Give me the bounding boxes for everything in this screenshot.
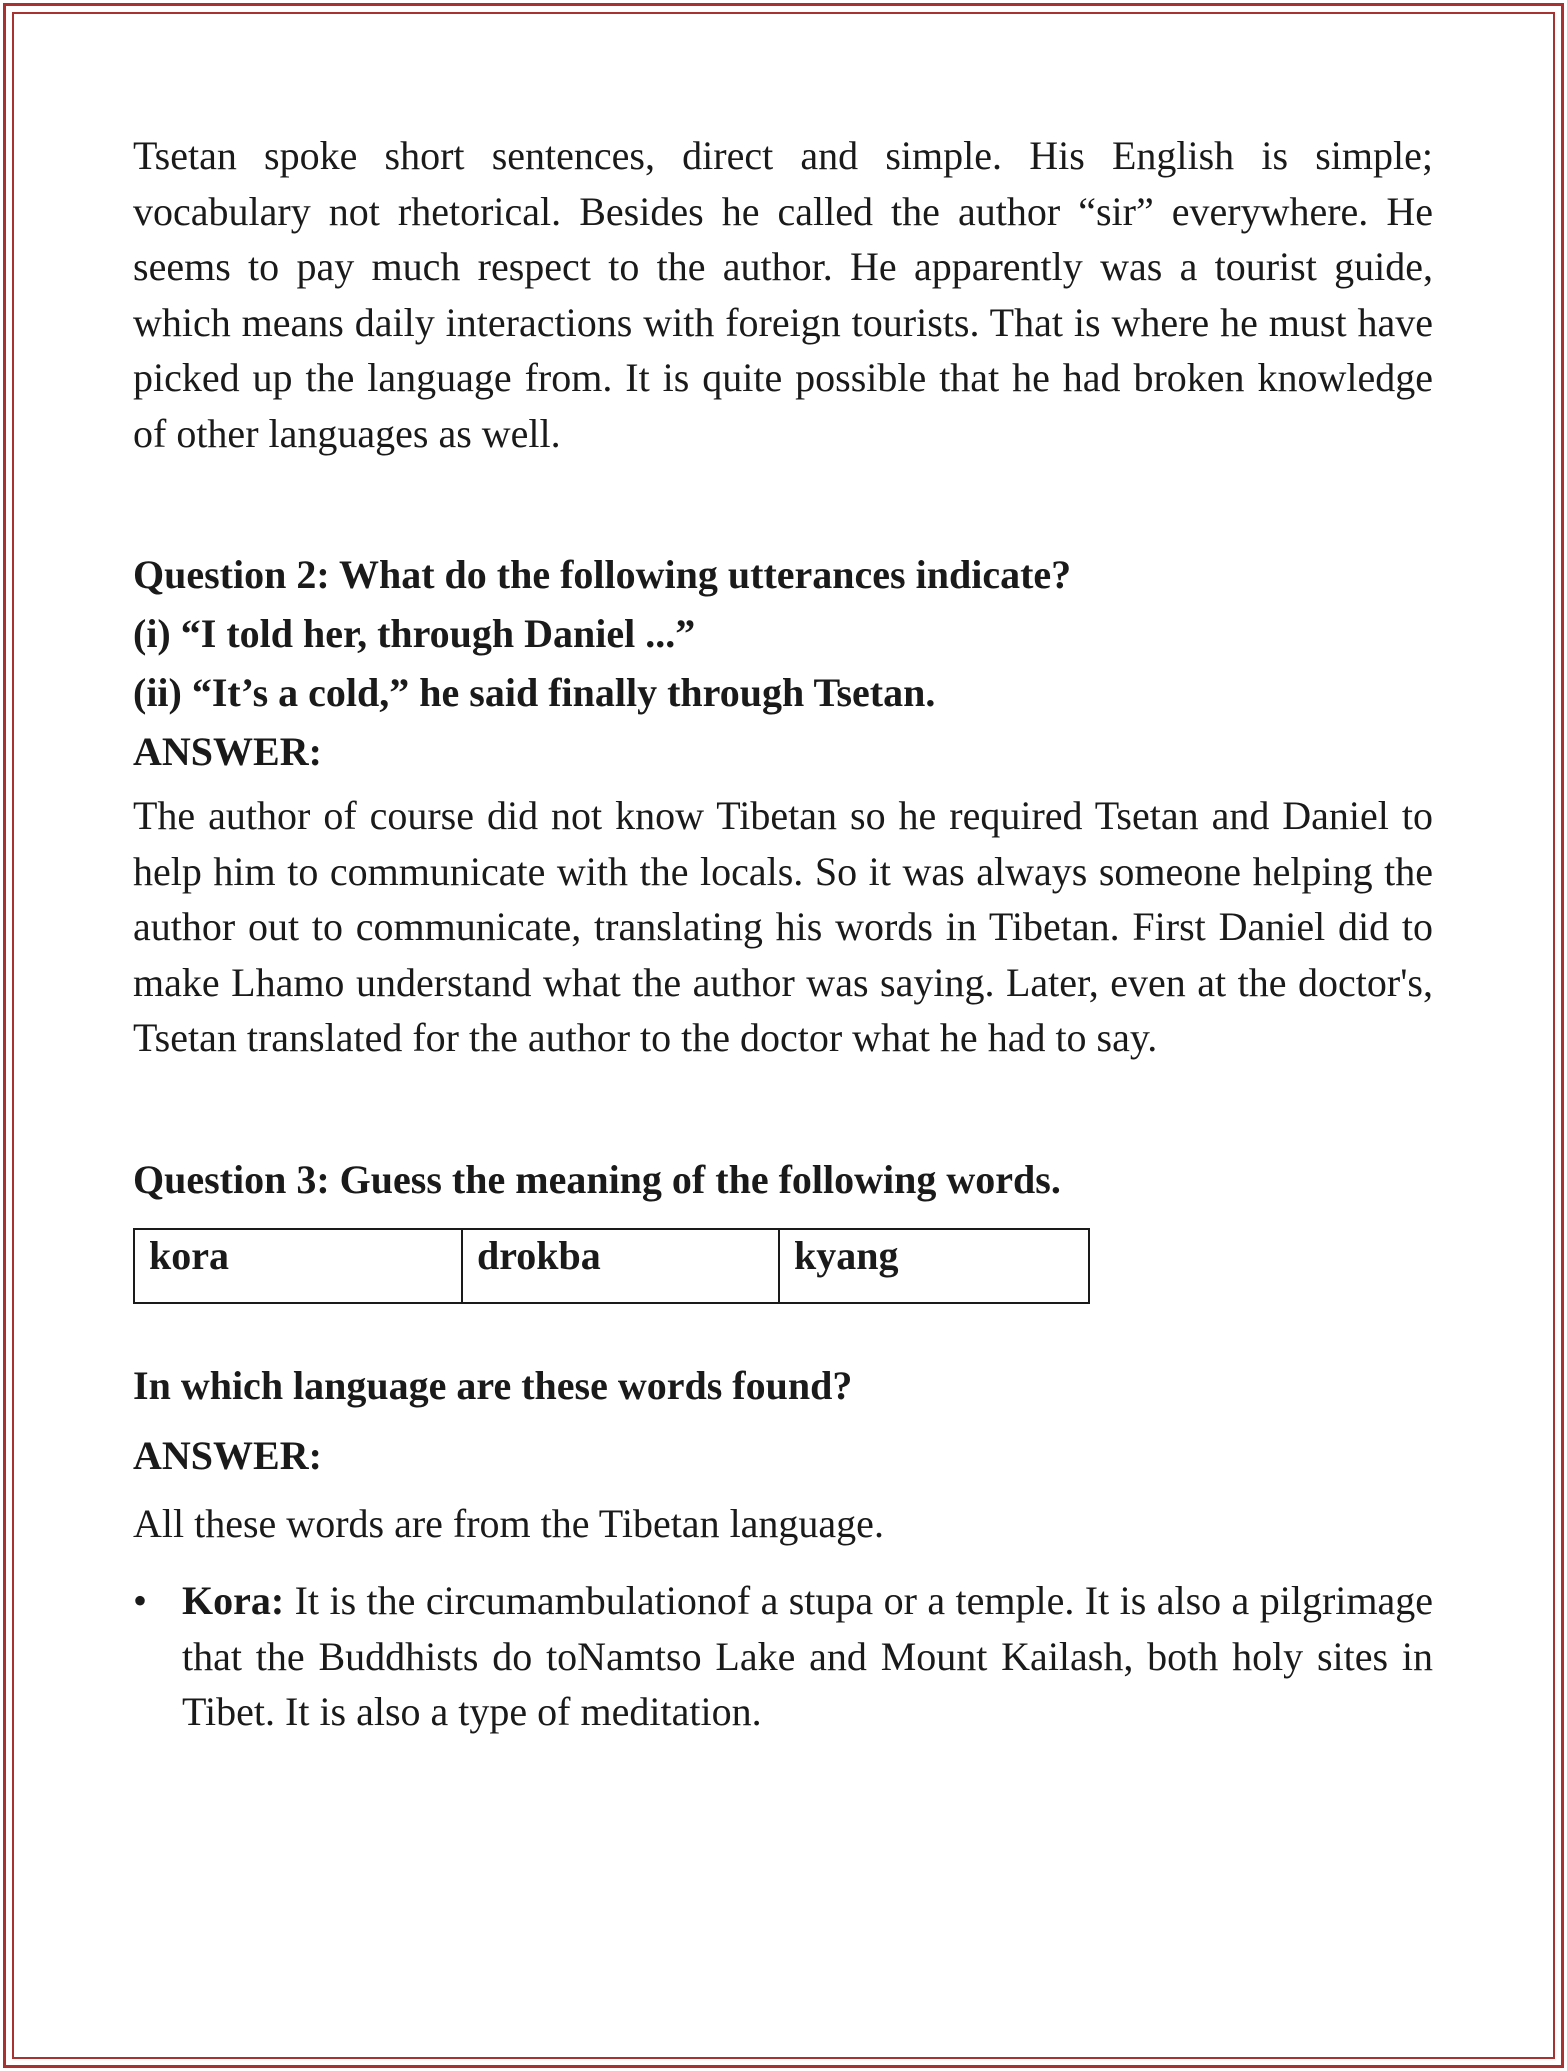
bullet-definition: It is the circumambulationof a stupa or a temple. It is also a pilgrimage that the Buddhists do toNamtso Lake and Mount Kailash, both holy sites in Tibet. It is also a type of meditation. bbox=[182, 1578, 1433, 1734]
word-cell-kora: kora bbox=[134, 1229, 462, 1303]
page-content bbox=[133, 128, 1433, 1740]
words-table bbox=[133, 1228, 1090, 1304]
table-row bbox=[134, 1229, 1089, 1303]
bullet-text bbox=[182, 1573, 1433, 1740]
question-3-subquestion: In which language are these words found? bbox=[133, 1362, 853, 1408]
word-cell-kyang: kyang bbox=[779, 1229, 1089, 1303]
question-2-answer-label: ANSWER: bbox=[133, 729, 322, 774]
bullet-term: Kora: bbox=[182, 1578, 285, 1623]
question-3-answer-label: ANSWER: bbox=[133, 1432, 322, 1478]
question-2-title: Question 2: What do the following utterances indicate? bbox=[133, 552, 1072, 597]
question-2-item-1: (i) “I told her, through Daniel ...” bbox=[133, 611, 696, 656]
list-item bbox=[133, 1573, 1433, 1740]
word-cell-drokba: drokba bbox=[462, 1229, 779, 1303]
question-2-answer: The author of course did not know Tibetan so he required Tsetan and Daniel to help him to communicate with the locals. So it was always someone helping the author out to communicate, translating his words in Tibetan. First Daniel did to make Lhamo understand what the author was saying. Later, even at the doctor's, Tsetan translated for the author to the doctor what he had to say. bbox=[133, 793, 1433, 1060]
question-2-item-2: (ii) “It’s a cold,” he said finally through Tsetan. bbox=[133, 670, 936, 715]
question-3-title: Question 3: Guess the meaning of the following words. bbox=[133, 1156, 1061, 1202]
passage-paragraph: Tsetan spoke short sentences, direct and simple. His English is simple; vocabulary not rhetorical. Besides he called the author “sir” everywhere. He seems to pay much respect to the author. He apparently was a tourist guide, which means daily interactions with foreign tourists. That is where he must have picked up the language from. It is quite possible that he had broken knowledge of other languages as well. bbox=[133, 133, 1433, 456]
bullet-icon: • bbox=[133, 1578, 148, 1623]
question-3-answer: All these words are from the Tibetan language. bbox=[133, 1500, 884, 1546]
